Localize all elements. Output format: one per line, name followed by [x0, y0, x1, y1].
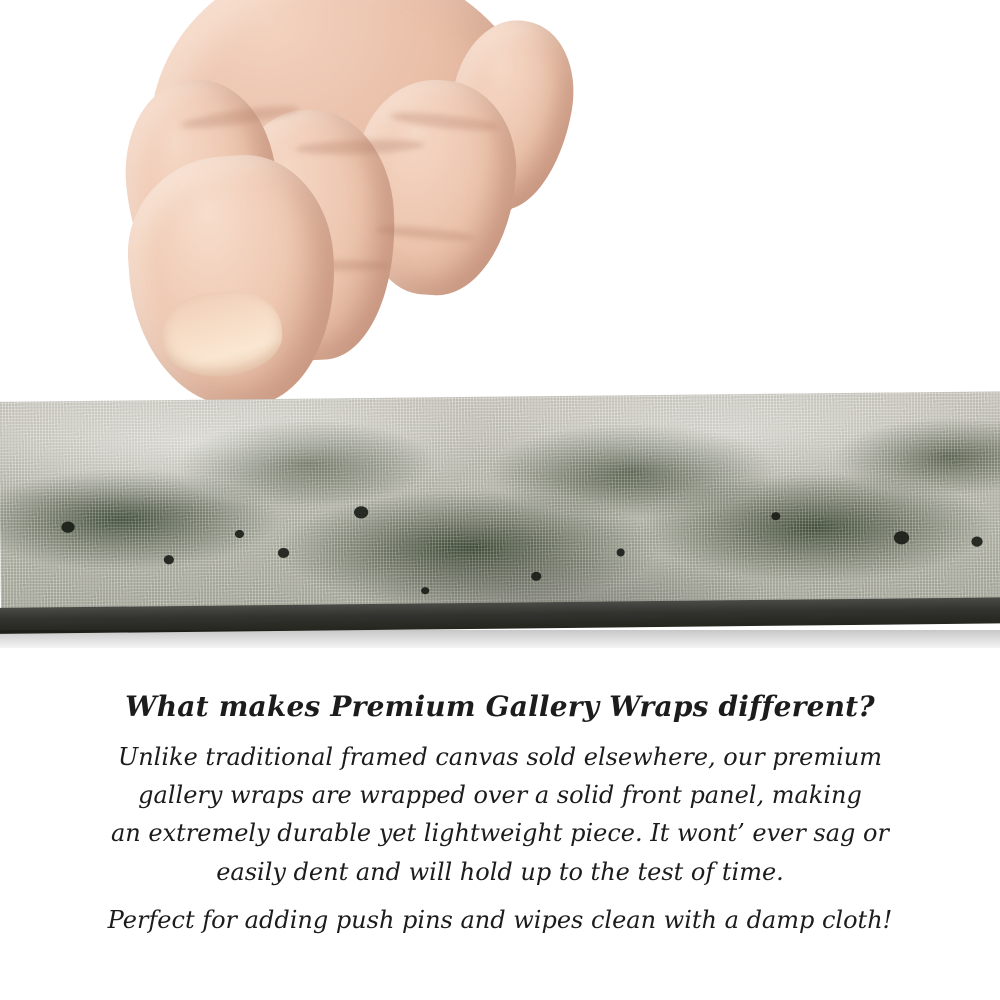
- canvas-speck: [771, 512, 780, 520]
- caption-line-1: Unlike traditional framed canvas sold elsewhere, our premium: [117, 742, 882, 771]
- caption-title: What makes Premium Gallery Wraps different?: [125, 690, 875, 723]
- caption-closing-line: Perfect for adding push pins and wipes clean with a damp cloth!: [107, 906, 893, 935]
- canvas-drop-shadow: [0, 630, 1000, 648]
- canvas-speck: [61, 521, 74, 532]
- canvas-speck: [894, 531, 909, 544]
- caption-line-4: easily dent and will hold up to the test of time.: [216, 857, 784, 886]
- caption-block: [0, 690, 1000, 940]
- canvas-speck: [971, 536, 982, 546]
- canvas-lighting-overlay: [0, 391, 1000, 618]
- canvas-speck: [617, 548, 625, 556]
- canvas-speck: [531, 572, 541, 581]
- canvas-speck: [235, 530, 244, 538]
- caption-line-3: an extremely durable yet lightweight piece. It wont’ ever sag or: [111, 819, 889, 848]
- canvas-speck: [164, 555, 174, 564]
- canvas-wrap-edge: [0, 391, 1000, 618]
- caption-line-2: gallery wraps are wrapped over a solid front panel, making: [138, 780, 862, 809]
- canvas-speck: [421, 587, 429, 594]
- hand-illustration: [120, 0, 550, 430]
- canvas-speck: [278, 548, 289, 558]
- canvas-speck: [354, 506, 368, 518]
